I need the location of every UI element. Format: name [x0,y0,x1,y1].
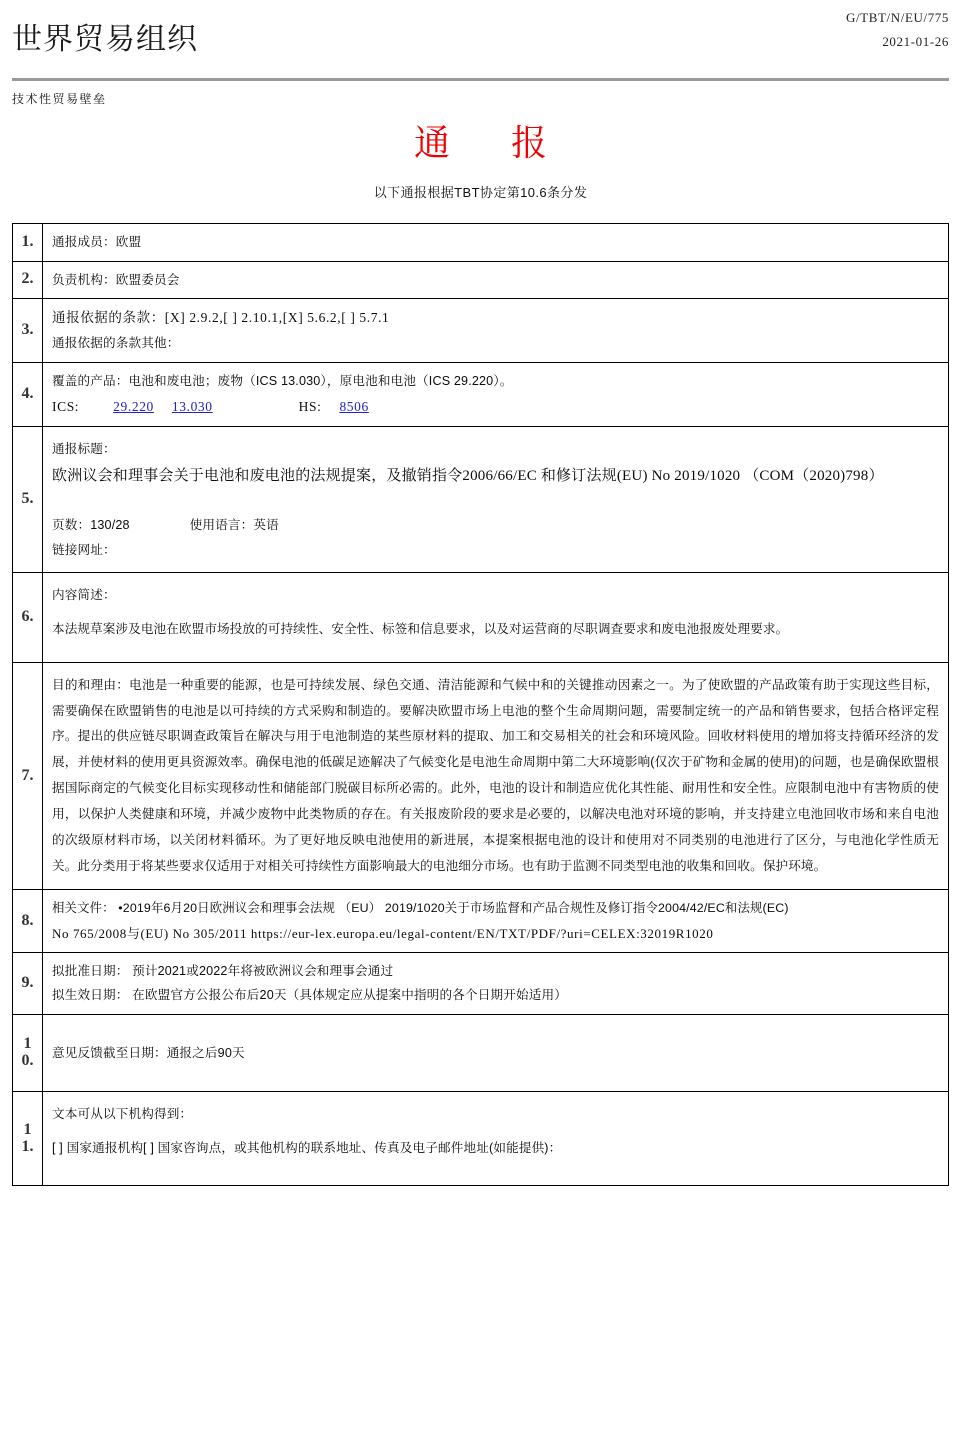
notification-table [12,223,949,1186]
table-row [13,426,949,573]
text-line: 通报依据的条款其他： [52,336,180,351]
row-number: 7. [13,662,43,890]
row-number-top: 1 [23,1120,32,1138]
row-number-bottom: 1. [21,1137,34,1155]
row-number: 1. [13,224,43,262]
row-number: 4. [13,362,43,426]
table-row [13,952,949,1014]
table-row [13,261,949,299]
table-row [13,1014,949,1092]
section-label: 技术性贸易壁垒 [12,92,107,106]
row-number: 8. [13,890,43,953]
text-line: 拟生效日期： 在欧盟官方公报公布后20天（具体规定应从提案中指明的各个日期开始适用） [52,988,567,1003]
wto-logo: 世界贸易组织 [12,23,198,56]
document-header [0,0,961,78]
row-content-comment-deadline [43,1014,949,1092]
text-line: 负责机构：欧盟委员会 [52,272,180,287]
table-row [13,890,949,953]
table-row [13,1092,949,1185]
description-paragraph: 本法规草案涉及电池在欧盟市场投放的可持续性、安全性、标签和信息要求，以及对运营商的尽职调查要求和废电池报废处理要求。 [52,622,789,636]
link-url-label: 链接网址： [52,542,116,557]
ics-label: ICS: [52,398,80,414]
row-content-proposed-dates [43,952,949,1014]
hs-link-8506[interactable]: 8506 [339,398,369,414]
table-row [13,299,949,363]
row-number: 2. [13,261,43,299]
row-content-description [43,573,949,662]
title-block [0,121,961,201]
page-subtitle: 以下通报根据TBT协定第10.6条分发 [373,185,588,200]
row-content-notified-articles [43,299,949,363]
classification-line [52,394,939,420]
ics-link-29220[interactable]: 29.220 [113,398,154,414]
row-number: 5. [13,426,43,573]
text-line: 文本可从以下机构得到： [52,1107,193,1122]
row-content-objective [43,662,949,890]
table-row [13,224,949,262]
row-content-responsible-agency [43,261,949,299]
description-label: 内容简述： [52,588,116,603]
products-covered-text: 覆盖的产品：电池和废电池；废物（ICS 13.030），原电池和电池（ICS 29.220）。 [52,373,513,388]
row-content-products-covered [43,362,949,426]
pages-language-line [52,513,939,538]
text-line: 通报依据的条款：[X] 2.9.2,[ ] 2.10.1,[X] 5.6.2,[ ] 5.7.1 [52,310,390,326]
text-line: 意见反馈截至日期：通报之后90天 [52,1045,245,1060]
document-code: G/TBT/N/EU/775 [845,10,949,25]
row-number [13,1014,43,1092]
row-number: 9. [13,952,43,1014]
text-line: 通报成员：欧盟 [52,235,142,249]
row-number-bottom: 0. [21,1052,34,1070]
ics-link-13030[interactable]: 13.030 [171,398,213,414]
row-number [13,1092,43,1185]
row-content-notification-title [43,426,949,573]
notification-title-text: 欧洲议会和理事会关于电池和废电池的法规提案，及撤销指令2006/66/EC 和修订法规(EU) No 2019/1020 （COM（2020)798） [52,468,884,485]
hs-label: HS: [298,398,322,414]
header-divider [12,78,949,81]
table-row [13,573,949,662]
row-number: 6. [13,573,43,662]
page-title: 通 报 [413,123,573,163]
document-date: 2021-01-26 [882,34,949,49]
row-number-top: 1 [23,1035,32,1053]
table-row [13,362,949,426]
notification-title-label: 通报标题： [52,441,116,456]
table-row [13,662,949,890]
text-line: No 765/2008与(EU) No 305/2011 https://eur-lex.europa.eu/legal-content/EN/TXT/PDF/?uri=CELEX:32019R1020 [52,925,714,941]
row-content-relevant-documents [43,890,949,953]
row-content-notifying-member [43,224,949,262]
language-label: 使用语言：英语 [189,518,279,533]
text-line: 相关文件： •2019年6月20日欧洲议会和理事会法规 （EU） 2019/1020关于市场监督和产品合规性及修订指令2004/42/EC和法规(EC) [52,901,789,916]
row-number: 3. [13,299,43,363]
text-line: 拟批准日期： 预计2021或2022年将被欧洲议会和理事会通过 [52,963,394,978]
row-content-text-available-from [43,1092,949,1185]
objective-paragraph: 目的和理由：电池是一种重要的能源，也是可持续发展、绿色交通、清洁能源和气候中和的关键推动因素之一。为了使欧盟的产品政策有助于实现这些目标，需要确保在欧盟销售的电池是以可持续的方式采购和制造的。要解决欧盟市场上电池的整个生命周期问题，需要制定统一的产品和销售要求，包括合格评定程序。提出的供应链尽职调查政策旨在解决与用于电池制造的某些原材料的提取、加工和交易相关的社会和环境风险。回收材料使用的增加将支持循环经济的发展，并使材料的使用更具资源效率。确保电池的低碳足迹解决了气候变化是电池生命周期中第二大环境影响(仅次于矿物和金属的使用)的问题，也是确保欧盟根据国际商定的气候变化目标实现移动性和储能部门脱碳目标所必需的。此外，电池的设计和制造应优化其性能、耐用性和安全性。应限制电池中有害物质的使用，以保护人类健康和环境，并减少废物中此类物质的存在。有关报废阶段的要求是必要的，以解决电池对环境的影响，并支持建立电池回收市场和来自电池的次级原材料市场，以关闭材料循环。为了更好地反映电池使用的新进展，本提案根据电池的设计和使用对不同类别的电池进行了区分，与电池化学性质无关。此分类用于将某些要求仅适用于对相关可持续性方面影响最大的电池细分市场。也有助于监测不同类型电池的收集和回收。保护环境。 [52,677,939,873]
text-line: [ ] 国家通报机构[ ] 国家咨询点，或其他机构的联系地址、传真及电子邮件地址(如能提供)： [52,1141,562,1156]
pages-label: 页数：130/28 [52,518,130,533]
